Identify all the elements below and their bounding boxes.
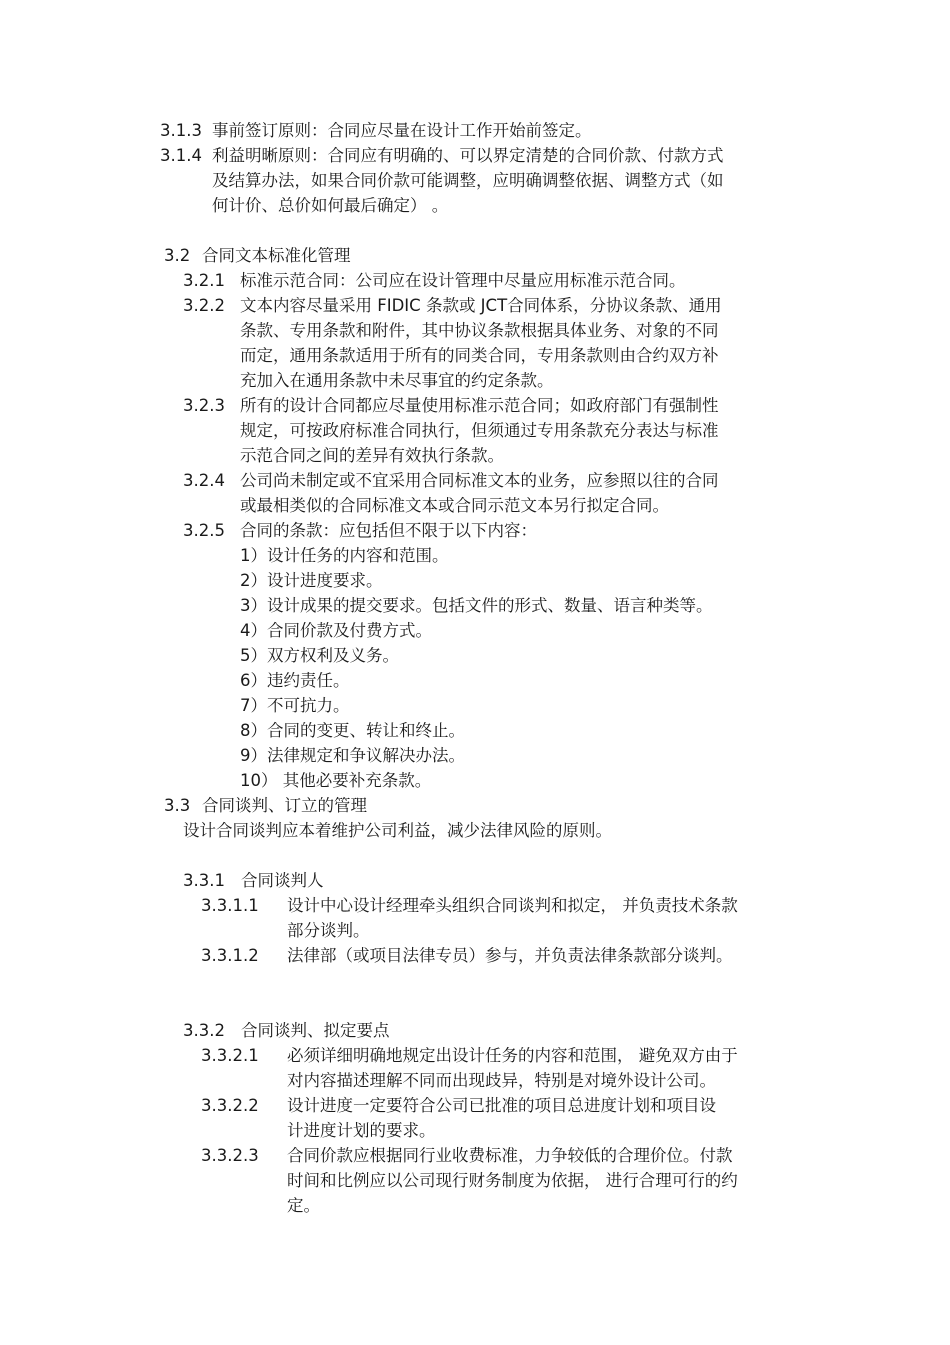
section-3-1-4-line: 及结算办法，如果合同价款可能调整，应明确调整依据、调整方式（如 [212,171,724,190]
section-3-2-2-line: 文本内容尽量采用 FIDIC 条款或 JCT合同体系，分协议条款、通用 [240,296,722,315]
list-item: 4）合同价款及付费方式。 [240,621,432,640]
section-3-3-2-1-line: 必须详细明确地规定出设计任务的内容和范围， 避免双方由于 [287,1046,738,1065]
section-3-3-1-title: 合同谈判人 [241,871,324,890]
list-item: 6）违约责任。 [240,671,350,690]
section-3-1-4-number: 3.1.4 [160,146,202,165]
section-3-2-3-line: 示范合同之间的差异有效执行条款。 [240,446,504,465]
section-3-3-2-3-number: 3.3.2.3 [201,1146,259,1165]
section-3-2-2-line: 条款、专用条款和附件，其中协议条款根据具体业务、对象的不同 [240,321,719,340]
section-3-3-1-1-number: 3.3.1.1 [201,896,259,915]
section-3-3-2-title: 合同谈判、拟定要点 [241,1021,390,1040]
list-item: 7）不可抗力。 [240,696,350,715]
section-3-3-2-2-line: 计进度计划的要求。 [287,1121,436,1140]
list-item: 1）设计任务的内容和范围。 [240,546,449,565]
list-item: 8）合同的变更、转让和终止。 [240,721,465,740]
section-3-2-number: 3.2 [164,246,191,265]
section-3-2-1-text: 标准示范合同：公司应在设计管理中尽量应用标准示范合同。 [240,271,686,290]
section-3-3-2-3-line: 定。 [287,1196,320,1215]
list-item: 10） 其他必要补充条款。 [240,771,432,790]
section-3-3-1-2-number: 3.3.1.2 [201,946,259,965]
section-3-2-5-text: 合同的条款：应包括但不限于以下内容： [240,521,537,540]
list-item: 5）双方权利及义务。 [240,646,399,665]
section-3-3-1-2-text: 法律部（或项目法律专员）参与，并负责法律条款部分谈判。 [287,946,733,965]
section-3-3-2-1-number: 3.3.2.1 [201,1046,259,1065]
section-3-2-3-line: 规定，可按政府标准合同执行，但须通过专用条款充分表达与标准 [240,421,719,440]
section-3-3-1-1-line: 部分谈判。 [287,921,370,940]
section-3-2-1-number: 3.2.1 [183,271,225,290]
section-3-3-2-2-number: 3.3.2.2 [201,1096,259,1115]
section-3-3-2-number: 3.3.2 [183,1021,225,1040]
list-item: 9）法律规定和争议解决办法。 [240,746,465,765]
section-3-2-3-number: 3.2.3 [183,396,225,415]
list-item: 2）设计进度要求。 [240,571,383,590]
section-3-2-title: 合同文本标准化管理 [202,246,351,265]
section-3-3-number: 3.3 [164,796,191,815]
section-3-3-2-3-line: 合同价款应根据同行业收费标准，力争较低的合理价位。付款 [287,1146,733,1165]
section-3-3-1-number: 3.3.1 [183,871,225,890]
section-3-2-2-number: 3.2.2 [183,296,225,315]
section-3-2-2-line: 而定，通用条款适用于所有的同类合同，专用条款则由合约双方补 [240,346,719,365]
list-item: 3）设计成果的提交要求。包括文件的形式、数量、语言种类等。 [240,596,713,615]
section-3-1-3-text: 事前签订原则：合同应尽量在设计工作开始前签定。 [212,121,592,140]
section-3-2-5-number: 3.2.5 [183,521,225,540]
section-3-1-3-number: 3.1.3 [160,121,202,140]
section-3-3-intro: 设计合同谈判应本着维护公司利益，减少法律风险的原则。 [183,821,612,840]
section-3-2-4-number: 3.2.4 [183,471,225,490]
section-3-1-4-line: 利益明晰原则：合同应有明确的、可以界定清楚的合同价款、付款方式 [212,146,724,165]
section-3-2-4-line: 公司尚未制定或不宜采用合同标准文本的业务，应参照以往的合同 [240,471,719,490]
section-3-2-3-line: 所有的设计合同都应尽量使用标准示范合同；如政府部门有强制性 [240,396,719,415]
section-3-3-title: 合同谈判、订立的管理 [202,796,367,815]
section-3-3-2-1-line: 对内容描述理解不同而出现歧异，特别是对境外设计公司。 [287,1071,716,1090]
section-3-2-2-line: 充加入在通用条款中未尽事宜的约定条款。 [240,371,554,390]
section-3-3-1-1-line: 设计中心设计经理牵头组织合同谈判和拟定， 并负责技术条款 [287,896,738,915]
section-3-3-2-2-line: 设计进度一定要符合公司已批准的项目总进度计划和项目设 [287,1096,716,1115]
section-3-1-4-line: 何计价、总价如何最后确定） 。 [212,196,449,215]
section-3-3-2-3-line: 时间和比例应以公司现行财务制度为依据， 进行合理可行的约 [287,1171,738,1190]
section-3-2-4-line: 或最相类似的合同标准文本或合同示范文本另行拟定合同。 [240,496,669,515]
